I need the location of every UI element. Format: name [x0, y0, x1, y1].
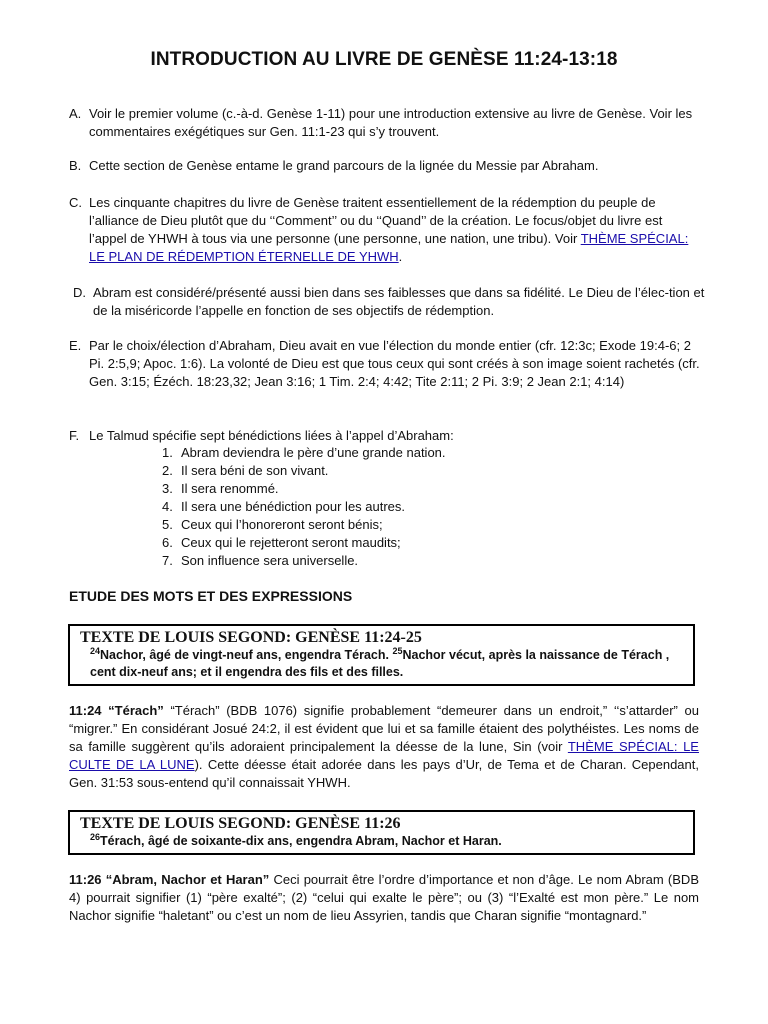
point-text-after: .	[398, 249, 403, 264]
verse-number: 26	[90, 831, 101, 842]
verse-box-11-26	[68, 810, 695, 855]
point-label: C.	[69, 195, 82, 210]
commentary-reference: 11:24 “Térach”	[69, 703, 164, 718]
special-theme-link-redemption[interactable]: THÈME SPÉCIAL: LE PLAN DE RÉDEMPTION ÉTERNELLE DE YHWH	[89, 231, 689, 264]
list-item: 3. Il sera renommé.	[162, 481, 279, 496]
point-c	[69, 194, 701, 266]
verse-box-11-24-25	[68, 624, 695, 686]
point-text: Abram est considéré/présenté aussi bien dans ses faiblesses que dans sa fidélité. Le Dieu de l’élec-tion et de la miséricorde l’appelle en fonction de ses objectifs de rédemption.	[93, 285, 705, 318]
point-label: E.	[69, 338, 82, 353]
list-item: 4. Il sera une bénédiction pour les autres.	[162, 499, 406, 514]
list-item: 1. Abram deviendra le père d’une grande nation.	[162, 445, 446, 460]
point-label: B.	[69, 158, 82, 173]
list-item: 5. Ceux qui l’honoreront seront bénis;	[162, 517, 383, 532]
list-item: 6. Ceux qui le rejetteront seront maudits;	[162, 535, 401, 550]
verse-text: $^{26}$Térach, âgé de soixante-dix ans, engendra Abram, Nachor et Haran.	[90, 831, 502, 848]
point-a	[69, 105, 701, 141]
verse-number: 25	[392, 645, 403, 656]
verse-box-title: TEXTE DE LOUIS SEGOND: GENÈSE 11:24-25	[80, 629, 422, 646]
verse-text: $^{24}$Nachor, âgé de vingt-neuf ans, engendra Térach. $^{25}$Nachor vécut, après la naissance de Térach , cent dix-neuf ans; et il engendra des fils et des filles.	[90, 645, 670, 679]
point-label: F.	[69, 428, 80, 443]
point-b	[69, 157, 701, 175]
commentary-11-26: 11:26 “Abram, Nachor et Haran” Ceci pourrait être l’ordre d’importance et non d’âge. Le nom Abram (BDB 4) pourrait signifier (1) “père exalté”; (2) “celui qui exalte le père”; ou (3) “l’Exalté est mon père.” Le nom Nachor signifie “haletant” ou c’est un nom de lieu Assyrien, tandis que Charan signifie “montagnard.”	[69, 872, 699, 923]
special-theme-link-moon-cult[interactable]: THÈME SPÉCIAL: LE CULTE DE LA LUNE	[69, 739, 699, 772]
point-text: Le Talmud spécifie sept bénédictions liées à l’appel d’Abraham:	[89, 428, 454, 443]
point-text: Les cinquante chapitres du livre de Genèse traitent essentiellement de la rédemption du peuple de l’alliance de Dieu plutôt que du ‘‘Comment’’ ou du ‘‘Quand’’ de la création. Le focus/objet du livre est l’appel de YHWH à tous via une personne (une personne, une nation, une tribu). Voir	[89, 195, 663, 246]
commentary-reference: 11:26 “Abram, Nachor et Haran”	[69, 872, 270, 887]
point-label: D.	[73, 285, 86, 300]
verse-number: 24	[90, 645, 101, 656]
point-label: A.	[69, 106, 82, 121]
point-text: Par le choix/élection d’Abraham, Dieu avait en vue l’élection du monde entier (cfr. 12:3c; Exode 19:4-6; 2 Pi. 2:5,9; Apoc. 1:6). La volonté de Dieu est que tous ceux qui sont créés à son image soient rachetés (cfr. Gen. 3:15; Ézéch. 18:23,32; Jean 3:16; 1 Tim. 2:4; 4:42; Tite 2:11; 2 Pi. 3:9; 2 Jean 2:1; 4:14)	[89, 338, 700, 389]
commentary-11-24: 11:24 “Térach” “Térach” (BDB 1076) signifie probablement “demeurer dans un endroit,” ‘‘s’attarder” ou “migrer.” En considérant Josué 24:2, il est évident que lui et sa famille étaient des polythéistes. Les noms de sa famille suggèrent qu’ils adoraient principalement la déesse de la lune, Sin (voir THÈME SPÉCIAL: LE CULTE DE LA LUNE). Cette déesse était adorée dans les pays d’Ur, de Tema et de Charan. Cependant, Gen. 31:53 sous-entend qu’il connaissait YHWH.	[69, 703, 699, 790]
point-text: Cette section de Genèse entame le grand parcours de la lignée du Messie par Abraham.	[89, 158, 599, 173]
blessings-list	[162, 444, 722, 570]
point-d	[73, 284, 705, 320]
list-item: 2. Il sera béni de son vivant.	[162, 463, 329, 478]
point-text: Voir le premier volume (c.-à-d. Genèse 1-11) pour une introduction extensive au livre de Genèse. Voir les commentaires exégétiques sur Gen. 11:1-23 qui s’y trouvent.	[89, 106, 693, 139]
section-heading: ETUDE DES MOTS ET DES EXPRESSIONS	[69, 588, 353, 604]
point-e	[69, 337, 701, 391]
list-item: 7. Son influence sera universelle.	[162, 553, 359, 568]
point-f	[69, 427, 701, 445]
verse-box-title: TEXTE DE LOUIS SEGOND: GENÈSE 11:26	[80, 815, 401, 832]
page-title: INTRODUCTION AU LIVRE DE GENÈSE 11:24-13:18	[150, 49, 618, 70]
